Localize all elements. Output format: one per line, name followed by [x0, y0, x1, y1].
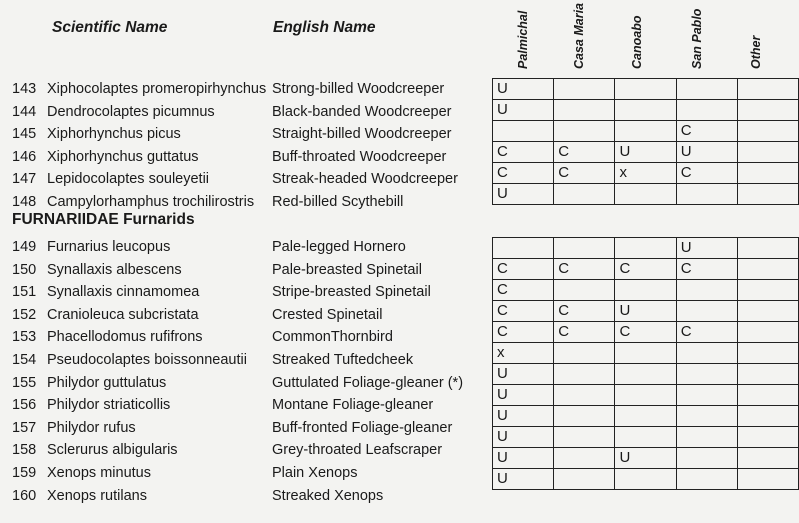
- grid-cell: U: [615, 301, 676, 322]
- english-name: Stripe-breasted Spinetail: [272, 284, 431, 301]
- species-row: [0, 78, 490, 101]
- grid-cell: [676, 301, 737, 322]
- grid-cell: U: [676, 238, 737, 259]
- scientific-name: Philydor striaticollis: [47, 397, 171, 414]
- scientific-name-header: Scientific Name: [52, 19, 168, 36]
- grid-cell: C: [615, 259, 676, 280]
- grid-cell: [554, 79, 615, 100]
- species-row: [0, 485, 490, 508]
- grid-cell: C: [554, 259, 615, 280]
- grid-cell: [676, 427, 737, 448]
- english-name: Guttulated Foliage-gleaner (*): [272, 374, 464, 391]
- english-name: Buff-throated Woodcreeper: [272, 148, 447, 165]
- species-row: [0, 123, 490, 146]
- grid-cell: [554, 364, 615, 385]
- scientific-name: Sclerurus albigularis: [47, 442, 178, 459]
- grid-cell: C: [615, 322, 676, 343]
- grid-cell: [676, 469, 737, 490]
- grid-cell: C: [493, 322, 554, 343]
- grid-cell: [676, 406, 737, 427]
- grid-cell: C: [493, 280, 554, 301]
- species-number: 146: [12, 148, 37, 165]
- scientific-name: Cranioleuca subcristata: [47, 306, 199, 323]
- grid-row: [493, 163, 799, 184]
- grid-cell: [493, 238, 554, 259]
- species-number: 143: [12, 81, 37, 97]
- scientific-name: Pseudocolaptes boissonneautii: [47, 352, 247, 368]
- grid-cell: [737, 322, 798, 343]
- species-row: [0, 304, 490, 327]
- species-number: 159: [12, 465, 37, 481]
- grid-cell: [737, 448, 798, 469]
- grid-cell: [737, 100, 798, 121]
- grid-cell: [615, 427, 676, 448]
- grid-cell: [615, 280, 676, 301]
- grid-cell: C: [493, 142, 554, 163]
- grid-cell: [554, 448, 615, 469]
- species-number: 144: [12, 103, 37, 120]
- species-row: [0, 417, 490, 440]
- species-row: [0, 101, 490, 124]
- grid-cell: [676, 385, 737, 406]
- grid-cell: [554, 406, 615, 427]
- grid-cell: [737, 343, 798, 364]
- grid-cell: [554, 238, 615, 259]
- species-row: [0, 372, 490, 395]
- grid-cell: C: [493, 259, 554, 280]
- english-name: Pale-breasted Spinetail: [272, 261, 422, 278]
- grid-cell: [554, 427, 615, 448]
- scientific-name: Dendrocolaptes picumnus: [47, 103, 215, 120]
- grid-cell: [737, 406, 798, 427]
- scientific-name: Synallaxis albescens: [47, 261, 182, 278]
- scientific-name: Xiphocolaptes promeropirhynchus: [47, 81, 267, 97]
- grid-cell: [615, 184, 676, 205]
- grid-cell: [615, 385, 676, 406]
- grid-cell: C: [554, 163, 615, 184]
- scientific-name: Lepidocolaptes souleyetii: [47, 171, 210, 188]
- species-row: [0, 168, 490, 191]
- english-name: Streaked Tuftedcheek: [272, 352, 414, 368]
- column-header-canoabo: Canoabo: [630, 15, 644, 69]
- species-number: 153: [12, 329, 37, 346]
- family-heading-furnariidae: FURNARIIDAE Furnarids: [12, 211, 195, 228]
- grid-cell: [554, 343, 615, 364]
- column-header-other: Other: [749, 35, 763, 69]
- grid-cell: C: [493, 163, 554, 184]
- grid-cell: U: [493, 79, 554, 100]
- grid-cell: [737, 280, 798, 301]
- species-number: 151: [12, 284, 37, 301]
- grid-row: [493, 322, 799, 343]
- grid-cell: [615, 100, 676, 121]
- grid-row: [493, 427, 799, 448]
- english-name: Grey-throated Leafscraper: [272, 442, 443, 459]
- species-row: [0, 146, 490, 169]
- grid-cell: [615, 364, 676, 385]
- species-row: [0, 349, 490, 372]
- grid-cell: [676, 364, 737, 385]
- grid-cell: [737, 121, 798, 142]
- english-name-header: English Name: [273, 19, 376, 36]
- species-number: 158: [12, 442, 37, 459]
- english-name: Crested Spinetail: [272, 306, 383, 323]
- column-header-casa-maria: Casa Maria: [572, 2, 586, 69]
- grid-cell: U: [493, 364, 554, 385]
- grid-row: [493, 280, 799, 301]
- grid-cell: [615, 343, 676, 364]
- grid-row: [493, 301, 799, 322]
- grid-cell: [737, 259, 798, 280]
- grid-cell: U: [493, 427, 554, 448]
- grid-cell: [737, 427, 798, 448]
- occurrence-grid-woodcreepers: [492, 78, 799, 205]
- grid-row: [493, 406, 799, 427]
- english-name: Plain Xenops: [272, 465, 358, 481]
- grid-row: [493, 238, 799, 259]
- grid-cell: U: [493, 469, 554, 490]
- grid-row: [493, 448, 799, 469]
- species-number: 157: [12, 419, 37, 436]
- species-row: [0, 236, 490, 259]
- scientific-name: Phacellodomus rufifrons: [47, 329, 203, 346]
- grid-cell: [737, 163, 798, 184]
- grid-cell: [554, 280, 615, 301]
- grid-cell: [737, 184, 798, 205]
- grid-cell: U: [615, 142, 676, 163]
- grid-cell: C: [676, 121, 737, 142]
- english-name: Strong-billed Woodcreeper: [272, 81, 445, 97]
- species-number: 145: [12, 126, 37, 143]
- english-name: Pale-legged Hornero: [272, 239, 406, 255]
- grid-cell: [676, 184, 737, 205]
- grid-cell: [737, 385, 798, 406]
- english-name: Buff-fronted Foliage-gleaner: [272, 419, 453, 436]
- grid-cell: U: [615, 448, 676, 469]
- english-name: Red-billed Scythebill: [272, 194, 404, 210]
- grid-row: [493, 343, 799, 364]
- grid-cell: [615, 469, 676, 490]
- grid-cell: U: [493, 406, 554, 427]
- grid-row: [493, 469, 799, 490]
- grid-row: [493, 259, 799, 280]
- species-number: 149: [12, 239, 37, 255]
- grid-cell: [737, 469, 798, 490]
- grid-cell: x: [615, 163, 676, 184]
- species-row: [0, 394, 490, 417]
- grid-cell: [676, 448, 737, 469]
- scientific-name: Xenops rutilans: [47, 487, 147, 504]
- grid-cell: C: [676, 322, 737, 343]
- grid-cell: [615, 238, 676, 259]
- grid-cell: [493, 121, 554, 142]
- scientific-name: Philydor rufus: [47, 419, 136, 436]
- species-number: 152: [12, 306, 37, 323]
- species-row: [0, 439, 490, 462]
- scientific-name: Xiphorhynchus picus: [47, 126, 181, 143]
- grid-row: [493, 184, 799, 205]
- grid-cell: C: [554, 142, 615, 163]
- grid-cell: [676, 280, 737, 301]
- occurrence-grid-furnarids: [492, 237, 799, 490]
- grid-cell: [737, 364, 798, 385]
- grid-cell: [554, 469, 615, 490]
- english-name: Straight-billed Woodcreeper: [272, 126, 452, 143]
- scientific-name: Xenops minutus: [47, 465, 151, 481]
- scientific-name: Furnarius leucopus: [47, 239, 171, 255]
- grid-cell: C: [554, 322, 615, 343]
- grid-cell: [554, 100, 615, 121]
- english-name: Streak-headed Woodcreeper: [272, 171, 458, 188]
- grid-cell: C: [676, 163, 737, 184]
- grid-row: [493, 121, 799, 142]
- species-number: 147: [12, 171, 37, 188]
- grid-cell: C: [554, 301, 615, 322]
- grid-cell: U: [493, 184, 554, 205]
- grid-cell: U: [676, 142, 737, 163]
- species-number: 154: [12, 352, 37, 368]
- grid-cell: [737, 142, 798, 163]
- scientific-name: Xiphorhynchus guttatus: [47, 148, 199, 165]
- scientific-name: Philydor guttulatus: [47, 374, 167, 391]
- grid-cell: [676, 100, 737, 121]
- species-row: [0, 462, 490, 485]
- grid-cell: U: [493, 100, 554, 121]
- grid-row: [493, 142, 799, 163]
- species-row: [0, 281, 490, 304]
- scientific-name: Campylorhamphus trochilirostris: [47, 194, 255, 210]
- grid-cell: C: [493, 301, 554, 322]
- grid-cell: [554, 385, 615, 406]
- species-number: 150: [12, 261, 37, 278]
- grid-cell: U: [493, 448, 554, 469]
- grid-cell: [615, 121, 676, 142]
- species-number: 155: [12, 374, 37, 391]
- grid-cell: [554, 121, 615, 142]
- grid-cell: [676, 343, 737, 364]
- column-header-san-pablo: San Pablo: [690, 8, 704, 69]
- english-name: Montane Foliage-gleaner: [272, 397, 434, 414]
- grid-row: [493, 364, 799, 385]
- grid-row: [493, 100, 799, 121]
- grid-cell: [554, 184, 615, 205]
- species-row: [0, 326, 490, 349]
- column-header-palmichal: Palmichal: [516, 10, 530, 69]
- grid-cell: [737, 301, 798, 322]
- grid-cell: C: [676, 259, 737, 280]
- grid-cell: x: [493, 343, 554, 364]
- species-number: 160: [12, 487, 37, 504]
- grid-cell: [676, 79, 737, 100]
- grid-row: [493, 79, 799, 100]
- english-name: CommonThornbird: [272, 329, 393, 346]
- grid-cell: [737, 238, 798, 259]
- grid-cell: [615, 79, 676, 100]
- grid-cell: U: [493, 385, 554, 406]
- english-name: Streaked Xenops: [272, 487, 384, 504]
- grid-cell: [615, 406, 676, 427]
- english-name: Black-banded Woodcreeper: [272, 103, 452, 120]
- grid-cell: [737, 79, 798, 100]
- species-number: 148: [12, 194, 37, 210]
- species-number: 156: [12, 397, 37, 414]
- species-row: [0, 259, 490, 282]
- grid-row: [493, 385, 799, 406]
- scientific-name: Synallaxis cinnamomea: [47, 284, 200, 301]
